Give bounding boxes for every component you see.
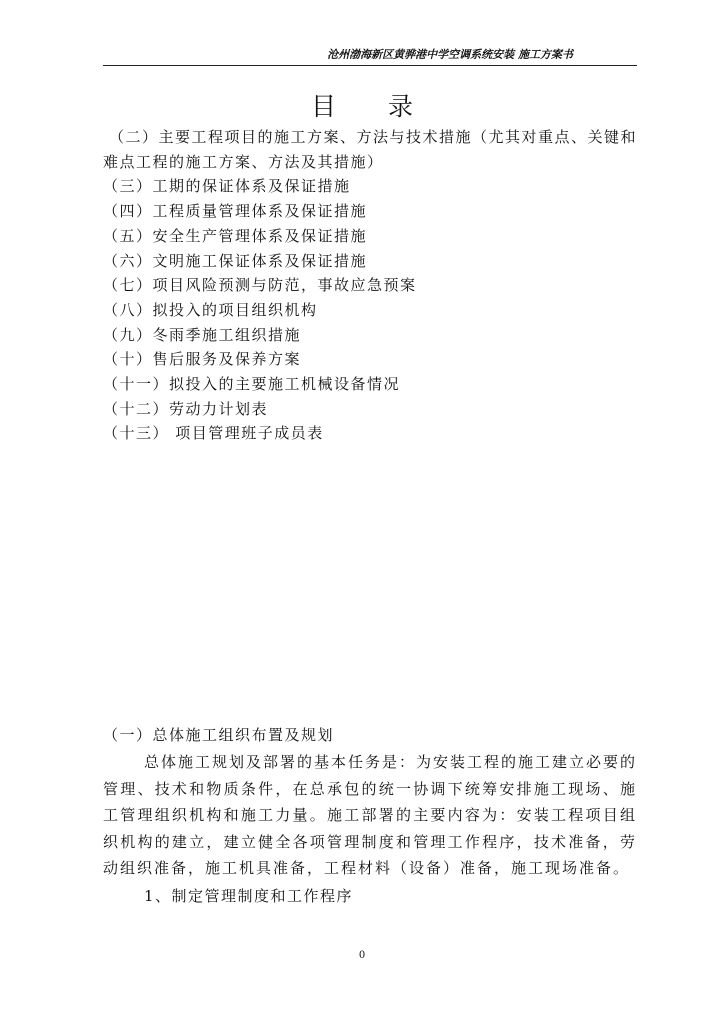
toc-item: （十二）劳动力计划表 bbox=[103, 399, 269, 418]
toc-item: （八）拟投入的项目组织机构 bbox=[103, 300, 318, 319]
section-body-paragraph: 总体施工规划及部署的基本任务是：为安装工程的施工建立必要的管理、技术和物质条件，在总承包的统一协调下统筹安排施工现场、施工管理组织机构和施工力量。施工部署的主要内容为：安装工程项目组织机构的建立，建立健全各项管理制度和管理工作程序，技术准备，劳动组织准备，施工机具准备，工程材料（设备）准备，施工现场准备。 bbox=[103, 753, 638, 878]
section-one bbox=[103, 722, 637, 910]
toc-item: （十一）拟投入的主要施工机械设备情况 bbox=[103, 375, 401, 394]
page-header bbox=[103, 47, 637, 66]
toc-item: （三）工期的保证体系及保证措施 bbox=[103, 177, 351, 196]
toc-title: 目 录 bbox=[311, 92, 435, 121]
section-subheading: 1、制定管理制度和工作程序 bbox=[144, 886, 354, 905]
toc-item: （二）主要工程项目的施工方案、方法与技术措施（尤其对重点、关键和难点工程的施工方案、方法及其措施） bbox=[103, 128, 638, 171]
toc-item: （五）安全生产管理体系及保证措施 bbox=[103, 226, 368, 245]
toc-item: （六）文明施工保证体系及保证措施 bbox=[103, 251, 368, 270]
toc-item: （四）工程质量管理体系及保证措施 bbox=[103, 202, 368, 221]
section-heading: （一）总体施工组织布置及规划 bbox=[103, 726, 335, 744]
page-number: 0 bbox=[358, 950, 366, 961]
toc-item: （十）售后服务及保养方案 bbox=[103, 350, 302, 369]
toc-item: （十三） 项目管理班子成员表 bbox=[103, 424, 324, 443]
table-of-contents bbox=[103, 125, 637, 446]
toc-item: （七）项目风险预测与防范，事故应急预案 bbox=[103, 276, 417, 295]
toc-item: （九）冬雨季施工组织措施 bbox=[103, 325, 302, 344]
header-text: 沧州渤海新区黄骅港中学空调系统安装 施工方案书 bbox=[327, 48, 573, 61]
